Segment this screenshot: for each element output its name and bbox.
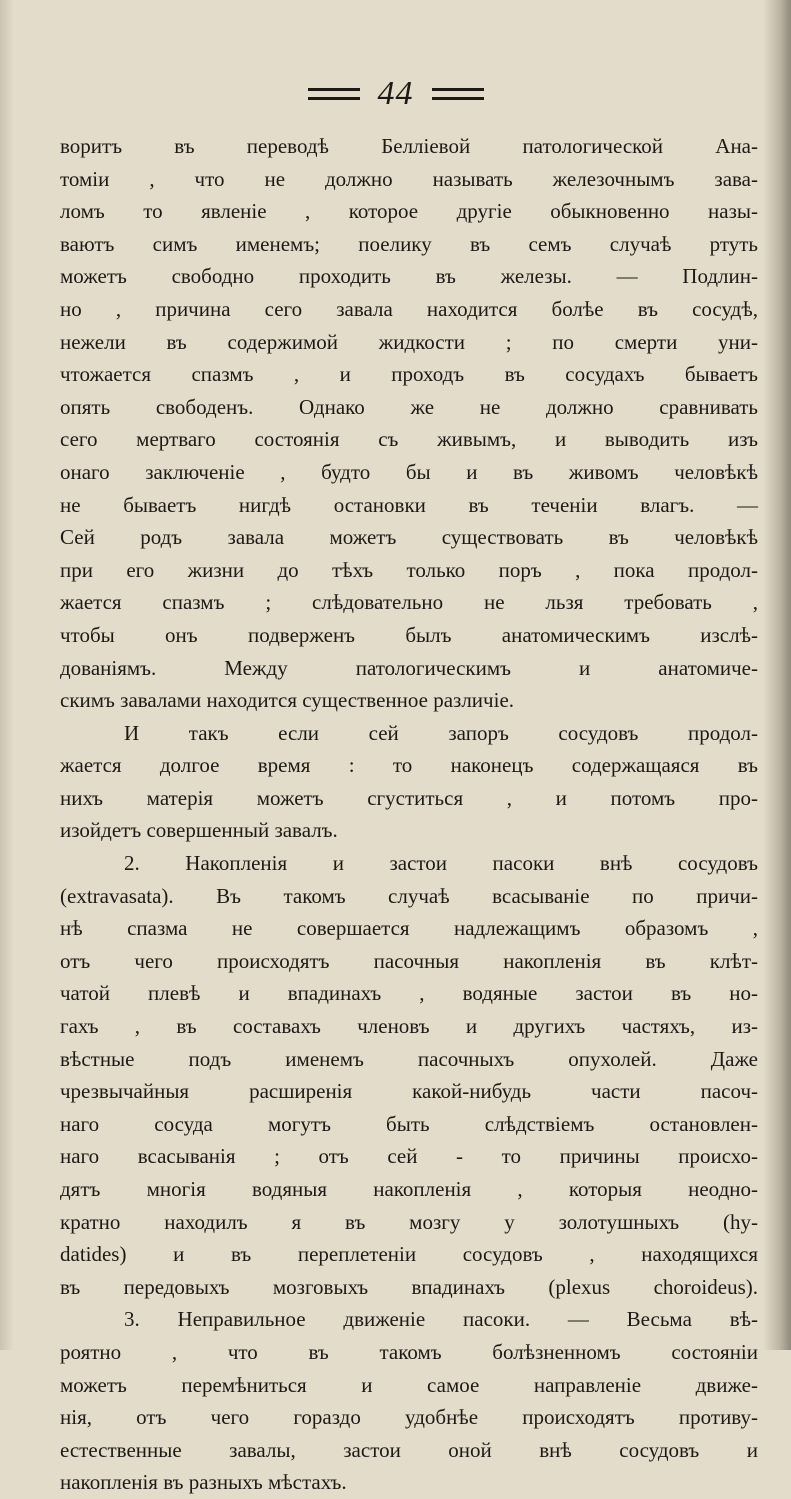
text-line: изойдетъ совершенный завалъ. (60, 818, 338, 843)
text-line: ломъ то явленіе , которое другіе обыкновенно назы- (60, 199, 758, 224)
text-line: И такъ если сей запоръ сосудовъ продол- (124, 720, 758, 745)
text-line: сего мертваго состоянія съ живымъ, и выводить изъ (60, 427, 758, 452)
page-edge-right (763, 0, 791, 1350)
text-line: гахъ , въ составахъ членовъ и другихъ частяхъ, из- (60, 1014, 758, 1039)
text-line: чтобы онъ подверженъ былъ анатомическимъ изслѣ- (60, 622, 758, 647)
text-line: естественные завалы, застои оной внѣ сосудовъ и (60, 1437, 758, 1462)
text-line: жается долгое время : то наконецъ содержащаяся въ (60, 753, 758, 778)
text-line: ваютъ симъ именемъ; поелику въ семъ случаѣ ртуть (60, 231, 758, 256)
text-line: можетъ перемѣниться и самое направленіе движе- (60, 1372, 758, 1397)
text-line: нѣ спазма не совершается надлежащимъ образомъ , (60, 916, 758, 941)
text-line: дованіямъ. Между патологическимъ и анатомиче- (60, 655, 758, 680)
text-line: жается спазмъ ; слѣдовательно не льзя требовать , (60, 590, 758, 615)
body-text (60, 130, 758, 1499)
text-line: скимъ завалами находится существенное различіе. (60, 688, 515, 713)
text-line: не бываетъ нигдѣ остановки въ теченіи влагъ. — (60, 492, 758, 517)
text-line: отъ чего происходятъ пасочныя накопленія въ клѣт- (60, 948, 758, 973)
text-line: можетъ свободно проходить въ железы. — Подлин- (60, 264, 758, 289)
text-line: онаго заключеніе , будто бы и въ живомъ человѣкѣ (60, 459, 758, 484)
text-line: накопленія въ разныхъ мѣстахъ. (60, 1470, 347, 1495)
text-line: 2. Накопленія и застои пасоки внѣ сосудовъ (124, 851, 758, 876)
page-header (0, 72, 791, 116)
text-line: чатой плевѣ и впадинахъ , водяные застои въ но- (60, 981, 758, 1006)
text-line: Сей родъ завала можетъ существовать въ человѣкѣ (60, 525, 758, 550)
text-line: но , причина сего завала находится болѣе въ сосудѣ, (60, 296, 758, 321)
text-line: дятъ многія водяныя накопленія , которыя неодно- (60, 1177, 758, 1201)
text-line: при его жизни до тѣхъ только поръ , пока продол- (60, 557, 758, 582)
text-line: 3. Неправильное движеніе пасоки. — Весьма вѣ- (124, 1307, 758, 1332)
text-line: вѣстные подъ именемъ пасочныхъ опухолей. Даже (60, 1046, 758, 1071)
right-double-rule (432, 88, 484, 100)
text-line: въ передовыхъ мозговыхъ впадинахъ (plexus choroideus). (60, 1274, 758, 1299)
text-line: нія, отъ чего гораздо удобнѣе происходятъ противу- (60, 1405, 758, 1430)
text-line: чрезвычайныя расширенія какой-нибудь части пасоч- (60, 1079, 758, 1104)
text-line: нихъ матерія можетъ сгуститься , и потомъ про- (60, 785, 758, 810)
page-number: 44 (377, 75, 414, 112)
text-line: (extravasata). Въ такомъ случаѣ всасываніе по причи- (60, 883, 758, 908)
text-line: нежели въ содержимой жидкости ; по смерти уни- (60, 329, 758, 354)
left-double-rule (308, 88, 360, 100)
text-line: роятно , что въ такомъ болѣзненномъ состояніи (60, 1339, 758, 1364)
text-line: томіи , что не должно называть железочнымъ зава- (60, 166, 758, 191)
text-line: наго сосуда могутъ быть слѣдствіемъ остановлен- (60, 1111, 758, 1136)
page-edge-left (0, 0, 14, 1350)
text-line: опять свободенъ. Однако же не должно сравнивать (60, 394, 758, 419)
text-line: datides) и въ переплетеніи сосудовъ , находящихся (60, 1242, 758, 1267)
text-line: воритъ въ переводѣ Белліевой патологической Ана- (60, 134, 758, 158)
text-line: чтожается спазмъ , и проходъ въ сосудахъ бываетъ (60, 362, 758, 387)
text-line: наго всасыванія ; отъ сей - то причины происхо- (60, 1144, 758, 1169)
text-line: кратно находилъ я въ мозгу у золотушныхъ (hy- (60, 1209, 758, 1234)
